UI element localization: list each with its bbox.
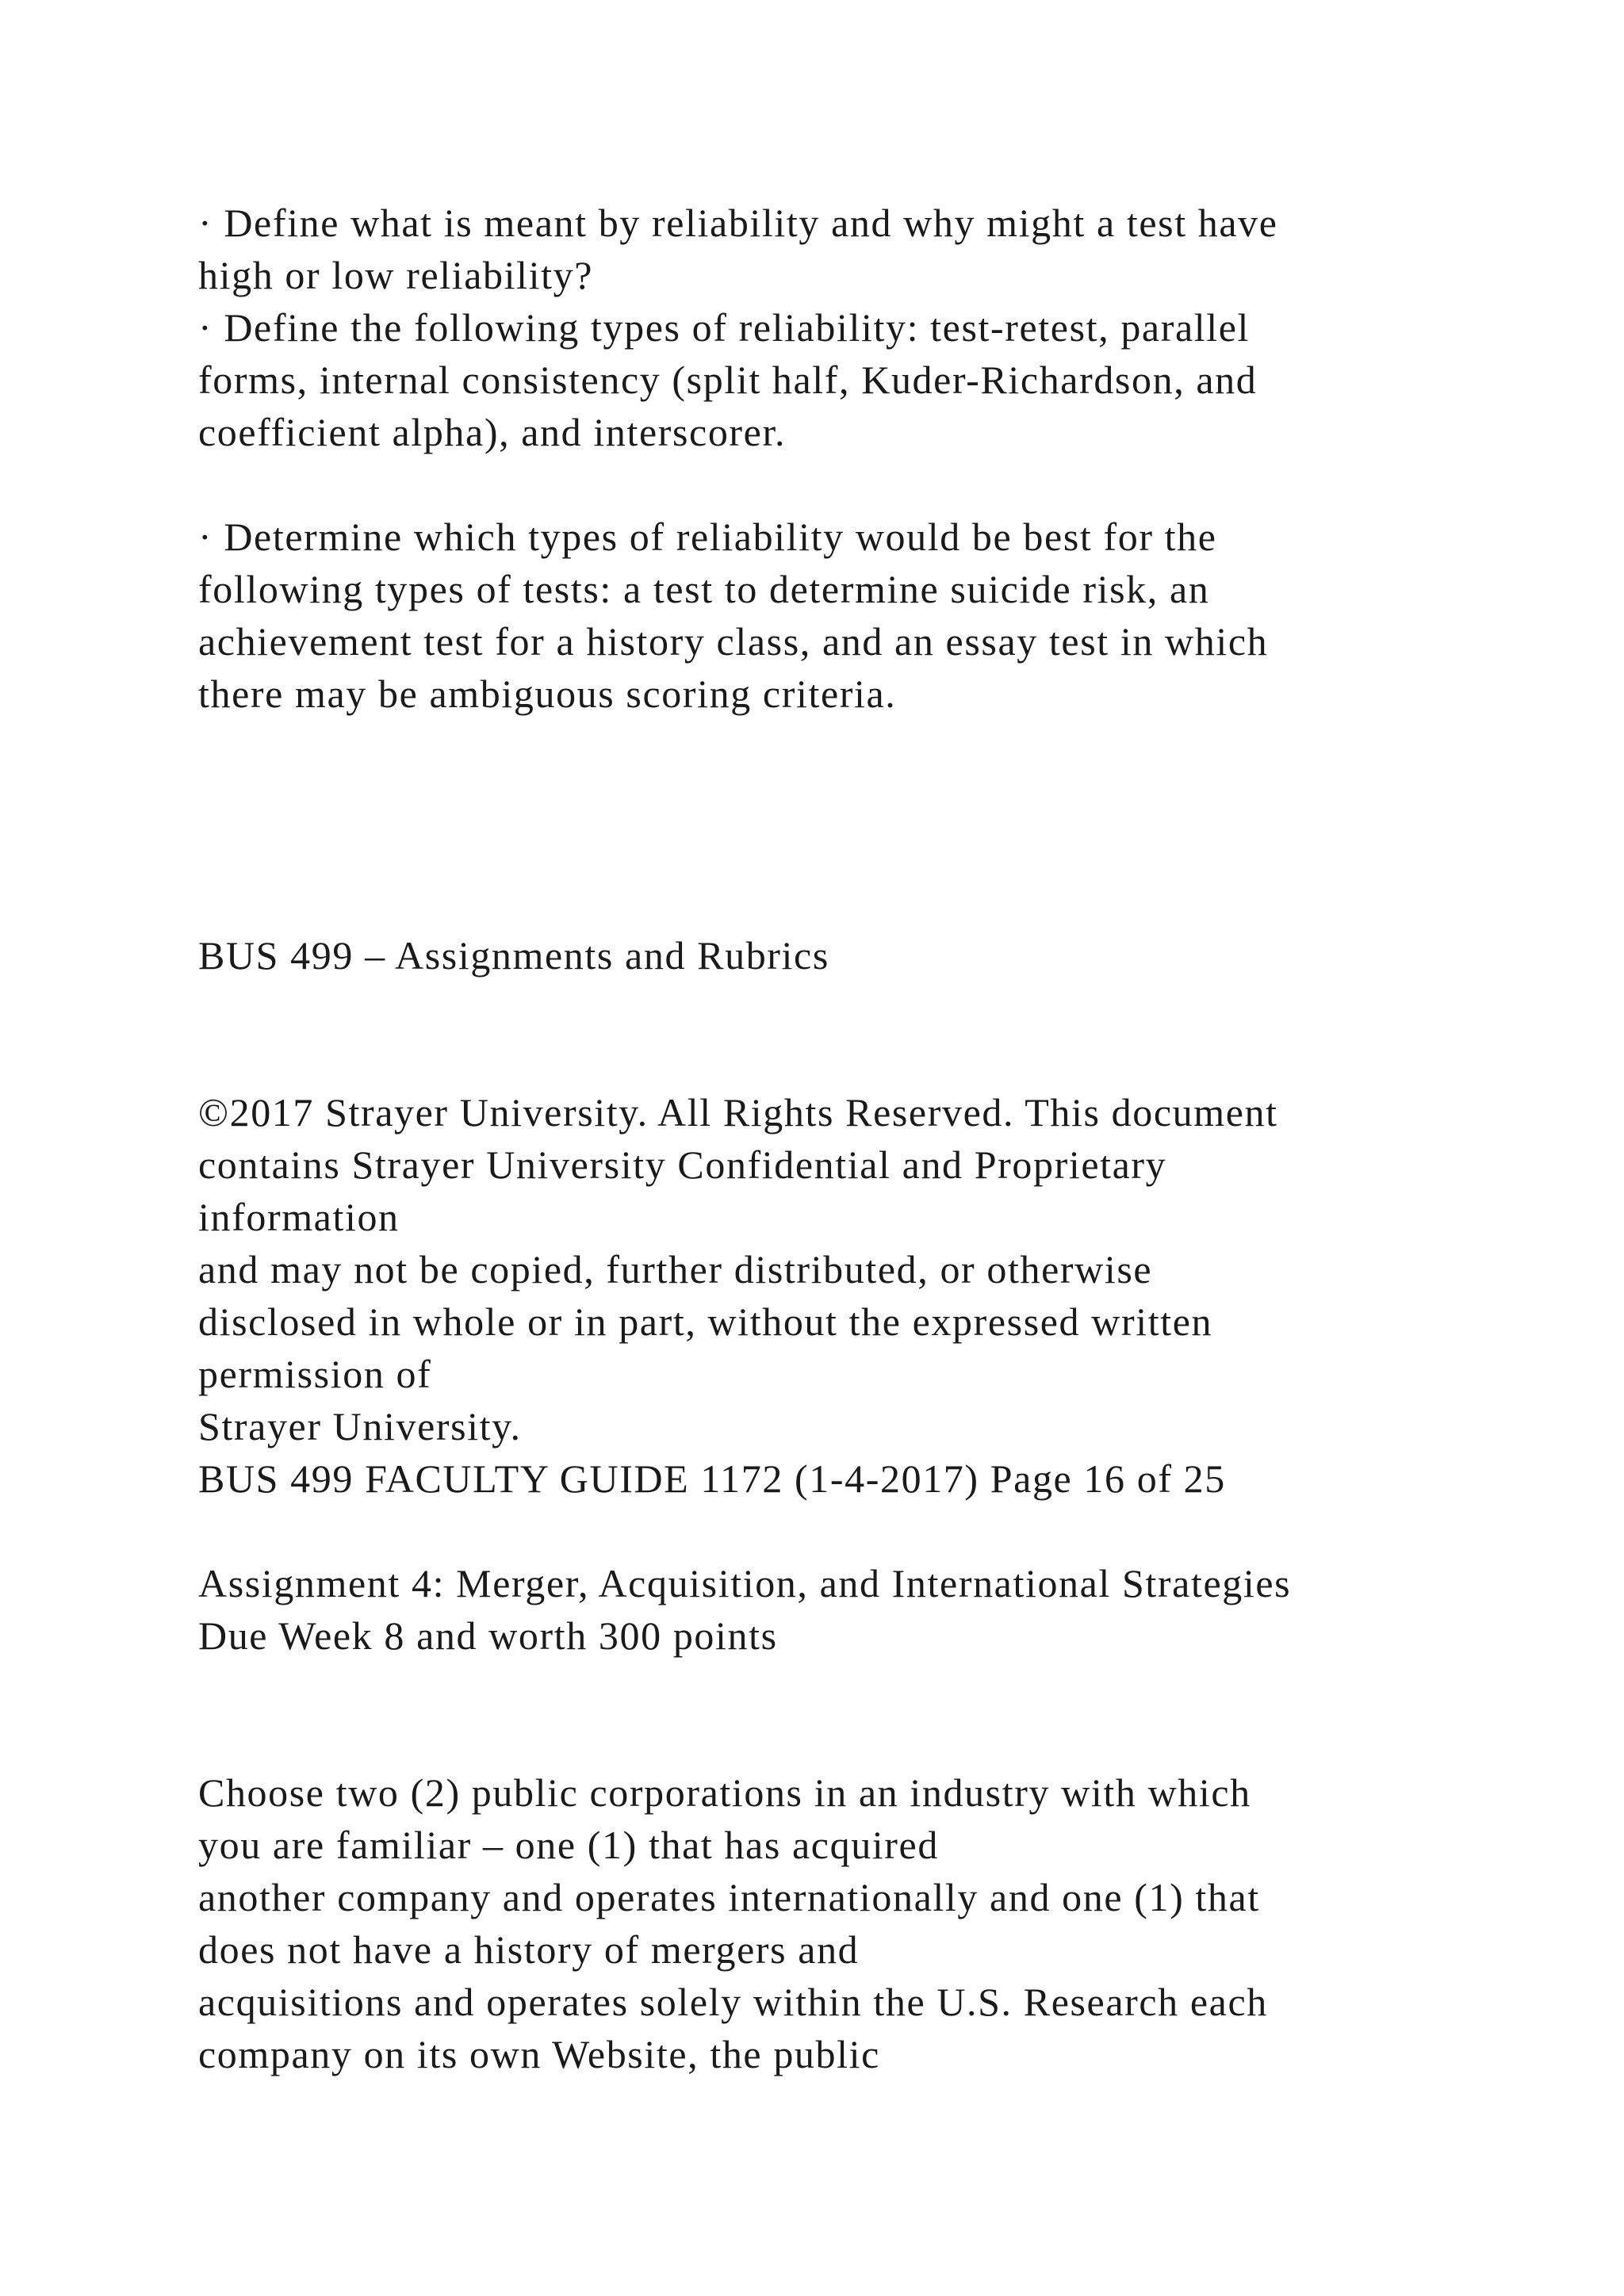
text-line: · Define what is meant by reliability and why might a test have xyxy=(198,201,1278,245)
copyright-line: disclosed in whole or in part, without the expressed written xyxy=(198,1299,1213,1344)
text-line: forms, internal consistency (split half, Kuder-Richardson, and xyxy=(198,358,1258,402)
text-line: there may be ambiguous scoring criteria. xyxy=(198,672,897,716)
assignment-due: Due Week 8 and worth 300 points xyxy=(198,1613,778,1658)
text-line: acquisitions and operates solely within the U.S. Research each xyxy=(198,1980,1268,2024)
section-heading: BUS 499 – Assignments and Rubrics xyxy=(198,933,829,978)
text-line: you are familiar – one (1) that has acquired xyxy=(198,1823,939,1867)
copyright-line: ©2017 Strayer University. All Rights Reserved. This document xyxy=(198,1090,1278,1135)
text-line: does not have a history of mergers and xyxy=(198,1927,860,1972)
copyright-line: permission of xyxy=(198,1352,432,1396)
text-line: achievement test for a history class, and an essay test in which xyxy=(198,619,1269,664)
text-line: coefficient alpha), and interscorer. xyxy=(198,410,787,454)
text-line: · Determine which types of reliability would be best for the xyxy=(198,515,1217,559)
copyright-line: Strayer University. xyxy=(198,1404,522,1448)
faculty-guide-line: BUS 499 FACULTY GUIDE 1172 (1-4-2017) Page 16 of 25 xyxy=(198,1456,1226,1501)
text-line: high or low reliability? xyxy=(198,253,594,297)
copyright-line: and may not be copied, further distributed, or otherwise xyxy=(198,1247,1153,1292)
text-line: another company and operates internationally and one (1) that xyxy=(198,1875,1260,1919)
text-line: company on its own Website, the public xyxy=(198,2032,880,2076)
text-line: · Define the following types of reliability: test-retest, parallel xyxy=(198,305,1251,350)
copyright-line: information xyxy=(198,1195,400,1239)
assignment-title: Assignment 4: Merger, Acquisition, and International Strategies xyxy=(198,1561,1292,1605)
text-line: following types of tests: a test to determine suicide risk, an xyxy=(198,567,1210,611)
text-line: Choose two (2) public corporations in an industry with which xyxy=(198,1770,1251,1815)
copyright-line: contains Strayer University Confidential and Proprietary xyxy=(198,1142,1167,1187)
